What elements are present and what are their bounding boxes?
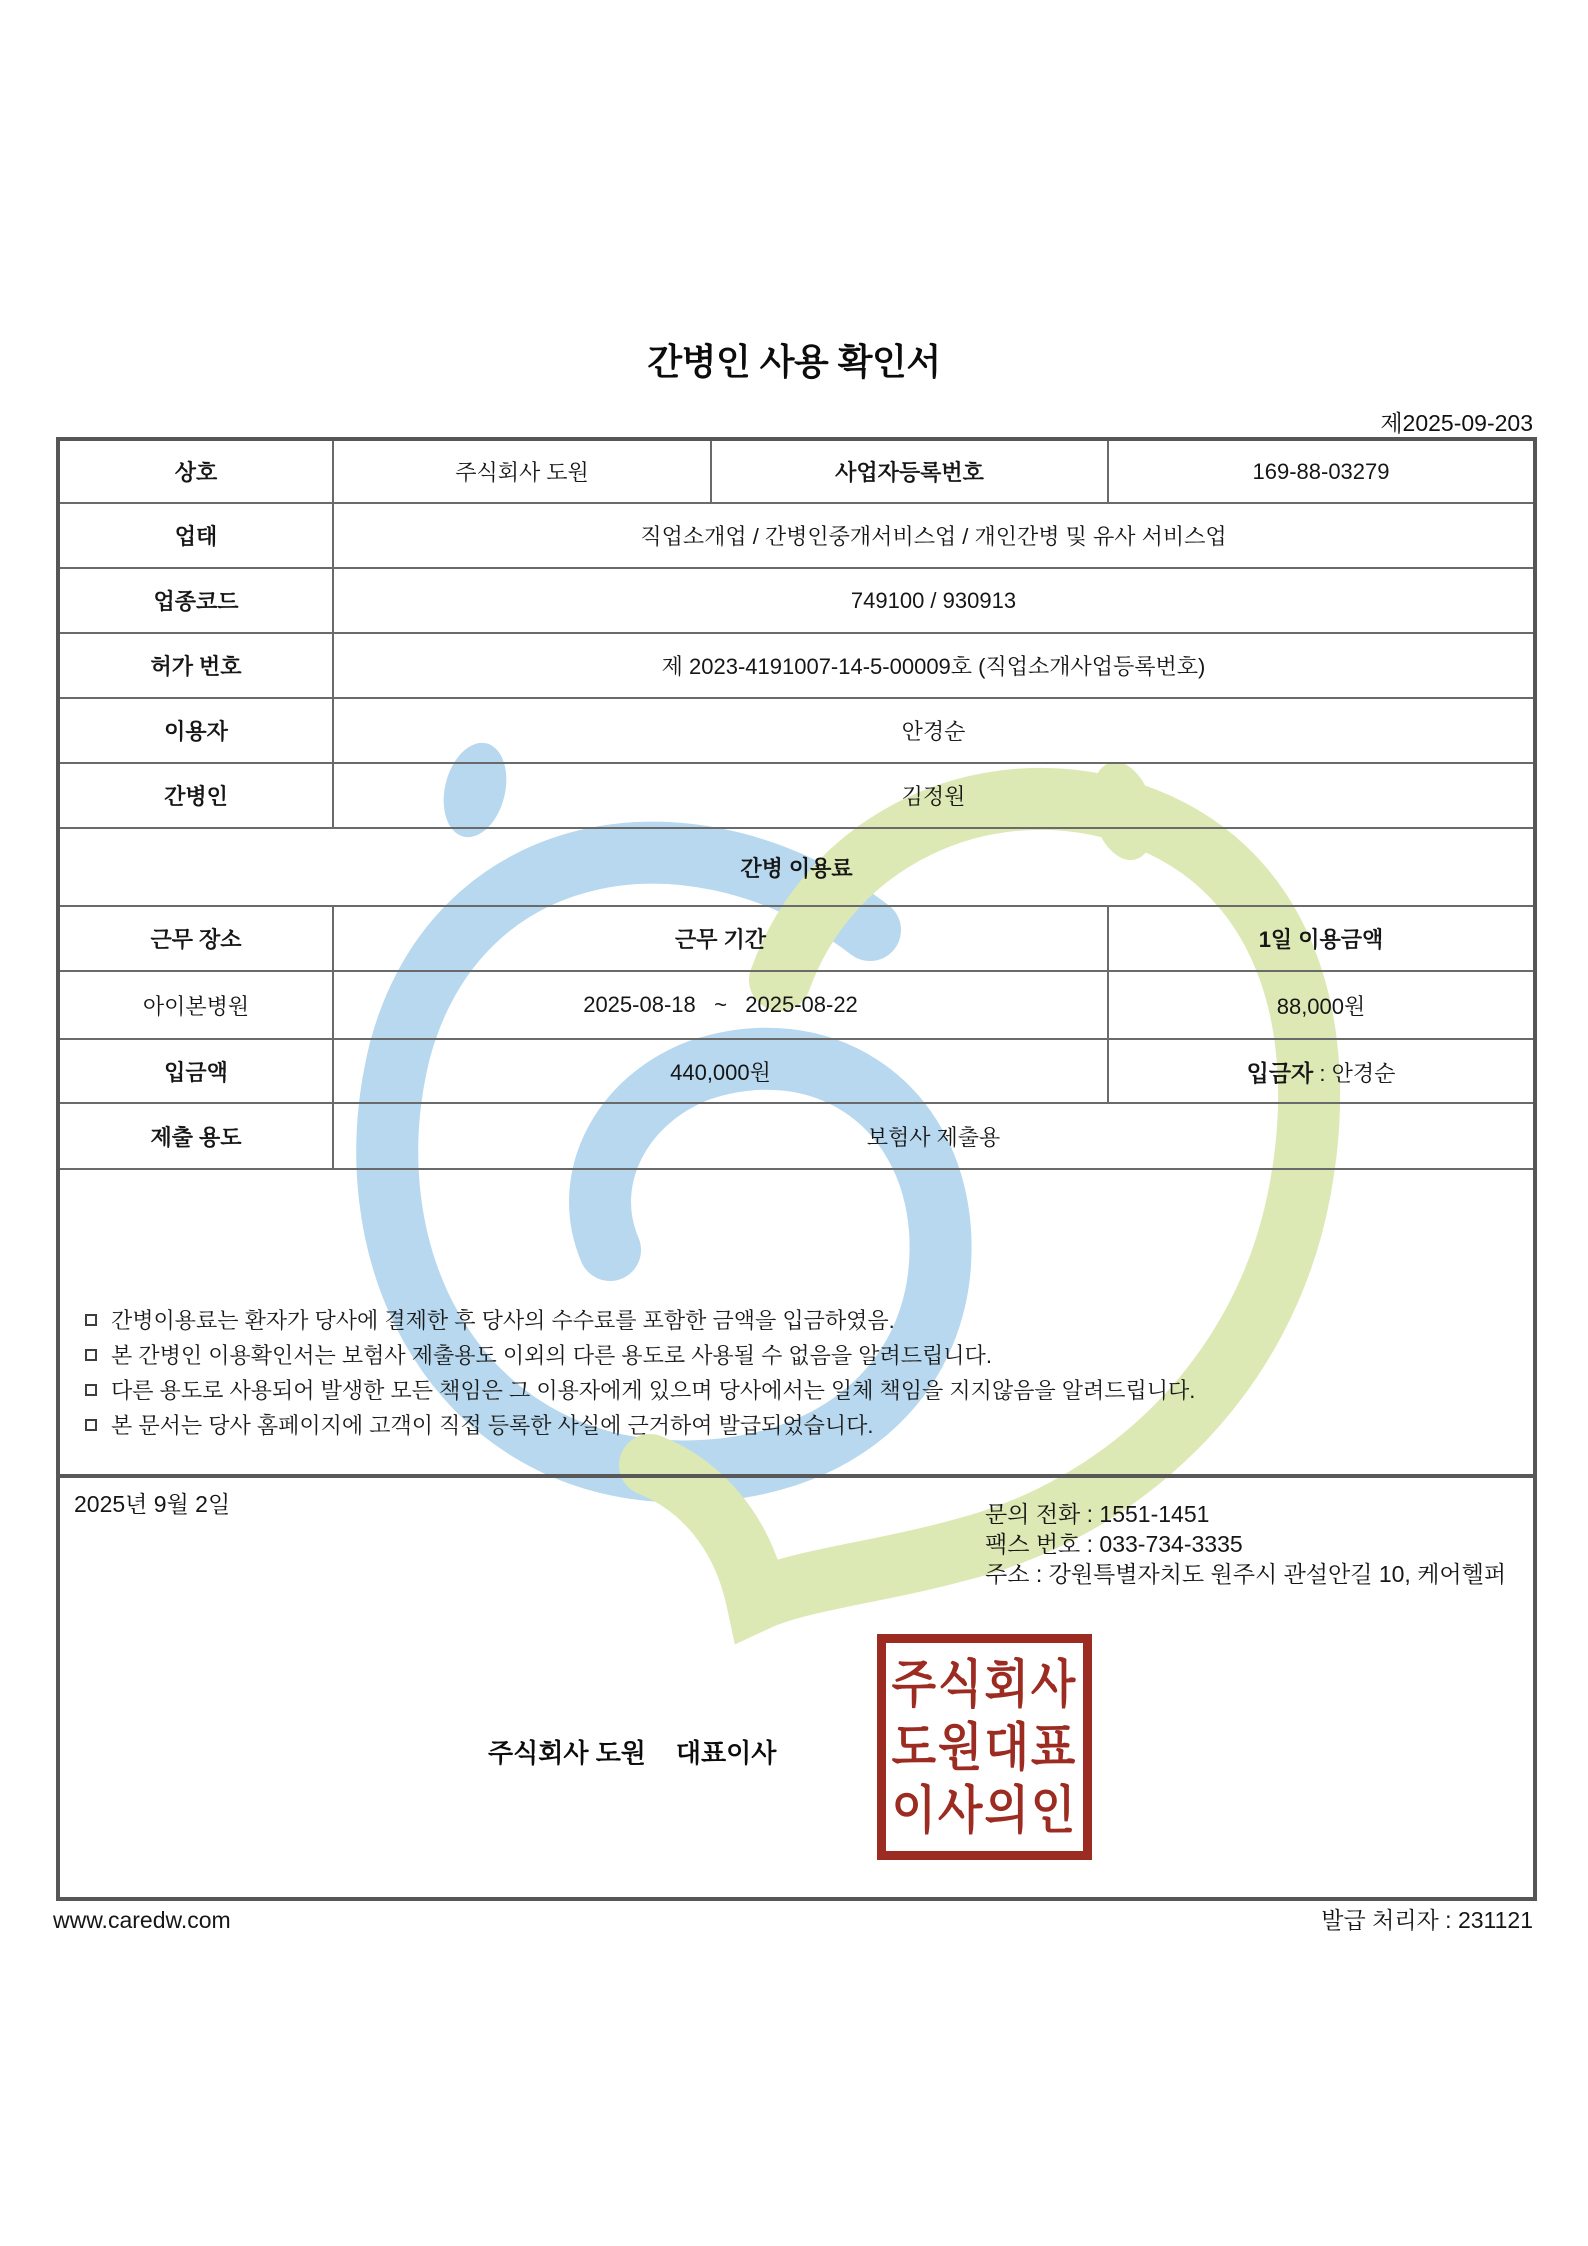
daily-amount-value: 88,000원 xyxy=(1108,971,1535,1039)
bullet-square-icon xyxy=(85,1314,97,1326)
stamp-text-row: 이사의인 xyxy=(891,1780,1078,1839)
permit-number-value: 제 2023-4191007-14-5-00009호 (직업소개사업등록번호) xyxy=(333,633,1535,698)
table-row-caregiver xyxy=(58,763,1535,828)
contact-fax: 팩스 번호 : 033-734-3335 xyxy=(985,1531,1243,1557)
notes-block xyxy=(60,1202,1533,1442)
table-row-company xyxy=(58,439,1535,503)
depositor-value: : 안경순 xyxy=(1313,1060,1396,1086)
table-row-industry-code xyxy=(58,568,1535,633)
table-row-notes xyxy=(58,1169,1535,1476)
issue-date: 2025년 9월 2일 xyxy=(74,1491,231,1517)
footer-issuer: 발급 처리자 : 231121 xyxy=(1321,1907,1533,1933)
company-label: 상호 xyxy=(58,439,333,503)
table-row-fee-section-title xyxy=(58,828,1535,906)
purpose-value: 보험사 제출용 xyxy=(333,1103,1535,1169)
work-period-header: 근무 기간 xyxy=(333,906,1108,971)
footer-website: www.caredw.com xyxy=(53,1907,231,1933)
stamp-text-row: 주식회사 xyxy=(891,1654,1078,1713)
document-number: 제2025-09-203 xyxy=(1380,410,1533,436)
deposit-label: 입금액 xyxy=(58,1039,333,1103)
purpose-label: 제출 용도 xyxy=(58,1103,333,1169)
signature-ceo: 대표이사 xyxy=(675,1738,777,1768)
contact-phone: 문의 전화 : 1551-1451 xyxy=(985,1501,1210,1527)
bullet-square-icon xyxy=(85,1419,97,1431)
signature-company: 주식회사 도원 xyxy=(488,1738,646,1768)
note-text: 본 간병인 이용확인서는 보험사 제출용도 이외의 다른 용도로 사용될 수 없음을 알려드립니다. xyxy=(111,1343,992,1368)
caregiver-label: 간병인 xyxy=(58,763,333,828)
bullet-square-icon xyxy=(85,1384,97,1396)
bullet-square-icon xyxy=(85,1349,97,1361)
signature-cell xyxy=(58,1476,1535,1899)
note-text: 다른 용도로 사용되어 발생한 모든 책임은 그 이용자에게 있으며 당사에서는 일체 책임을 지지않음을 알려드립니다. xyxy=(111,1378,1196,1403)
notes-cell xyxy=(58,1169,1535,1476)
confirmation-table xyxy=(56,437,1537,1901)
permit-number-label: 허가 번호 xyxy=(58,633,333,698)
business-type-label: 업태 xyxy=(58,503,333,568)
corporate-seal-stamp xyxy=(877,1634,1092,1860)
contact-address: 주소 : 강원특별자치도 원주시 관설안길 10, 케어헬퍼 xyxy=(985,1561,1507,1587)
note-text: 간병이용료는 환자가 당사에 결제한 후 당사의 수수료를 포함한 금액을 입금하였음. xyxy=(111,1308,895,1333)
user-value: 안경순 xyxy=(333,698,1535,763)
company-value: 주식회사 도원 xyxy=(333,439,711,503)
signature-line xyxy=(488,1736,776,1770)
work-place-value: 아이본병원 xyxy=(58,971,333,1039)
work-period-value: 2025-08-18 ~ 2025-08-22 xyxy=(333,971,1108,1039)
note-line xyxy=(85,1337,1533,1372)
work-place-header: 근무 장소 xyxy=(58,906,333,971)
note-line xyxy=(85,1302,1533,1337)
business-reg-number-label: 사업자등록번호 xyxy=(711,439,1108,503)
note-line xyxy=(85,1372,1533,1407)
user-label: 이용자 xyxy=(58,698,333,763)
table-row-purpose xyxy=(58,1103,1535,1169)
table-row-business-type xyxy=(58,503,1535,568)
table-row-deposit xyxy=(58,1039,1535,1103)
caregiver-value: 김정원 xyxy=(333,763,1535,828)
deposit-amount-value: 440,000원 xyxy=(333,1039,1108,1103)
business-type-value: 직업소개업 / 간병인중개서비스업 / 개인간병 및 유사 서비스업 xyxy=(333,503,1535,568)
table-row-fee-header xyxy=(58,906,1535,971)
table-row-user xyxy=(58,698,1535,763)
note-line xyxy=(85,1407,1533,1442)
depositor-label: 입금자 xyxy=(1246,1059,1314,1086)
depositor-cell xyxy=(1108,1039,1535,1103)
page-title: 간병인 사용 확인서 xyxy=(647,341,941,382)
daily-amount-header: 1일 이용금액 xyxy=(1108,906,1535,971)
table-row-fee-data xyxy=(58,971,1535,1039)
note-text: 본 문서는 당사 홈페이지에 고객이 직접 등록한 사실에 근거하여 발급되었습니다. xyxy=(111,1413,874,1438)
industry-code-label: 업종코드 xyxy=(58,568,333,633)
fee-section-title: 간병 이용료 xyxy=(58,828,1535,906)
table-row-signature xyxy=(58,1476,1535,1899)
industry-code-value: 749100 / 930913 xyxy=(333,568,1535,633)
stamp-text-row: 도원대표 xyxy=(891,1717,1078,1776)
business-reg-number-value: 169-88-03279 xyxy=(1108,439,1535,503)
contact-block xyxy=(985,1499,1506,1589)
table-row-permit-number xyxy=(58,633,1535,698)
